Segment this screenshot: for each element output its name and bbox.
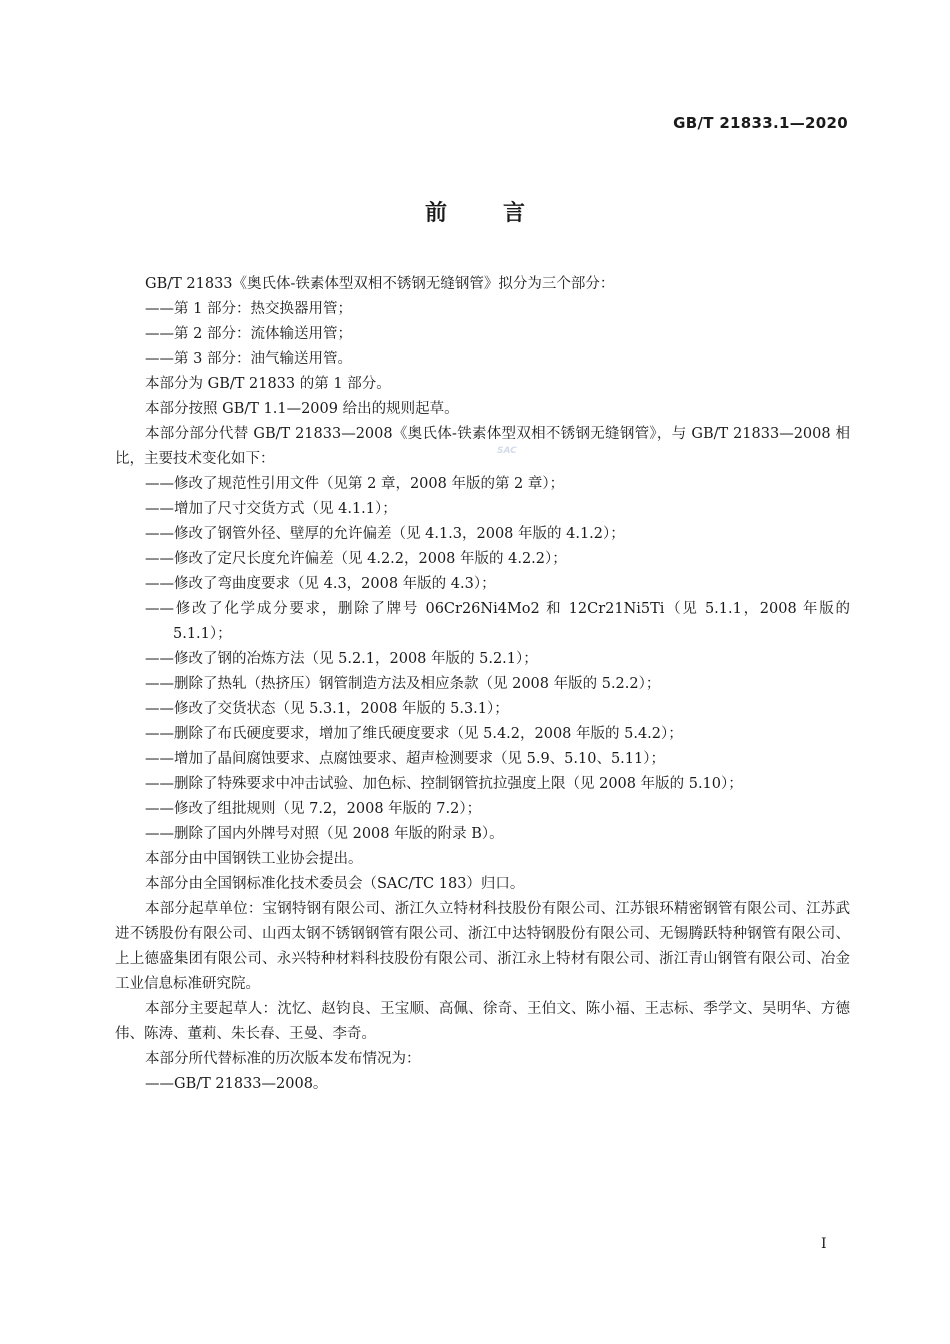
drafters-paragraph: 本部分主要起草人：沈忆、赵钧良、王宝顺、高佩、徐奇、王伯文、陈小福、王志标、季学文、吴明华、方德伟、陈涛、董莉、朱长春、王曼、李奇。 [115,1001,850,1042]
history-item: ——GB/T 21833—2008。 [145,1076,328,1092]
sac-watermark: SAC [497,446,517,456]
change-item: ——修改了弯曲度要求（见 4.3，2008 年版的 4.3）； [145,576,496,592]
change-item: ——删除了国内外牌号对照（见 2008 年版的附录 B）。 [145,826,504,842]
drafting-rules-paragraph: 本部分按照 GB/T 1.1—2009 给出的规则起草。 [145,401,459,417]
change-item: ——修改了规范性引用文件（见第 2 章，2008 年版的第 2 章）； [145,476,565,492]
intro-paragraph: GB/T 21833《奥氏体-铁素体型双相不锈钢无缝钢管》拟分为三个部分： [145,276,615,292]
change-item: ——增加了尺寸交货方式（见 4.1.1）； [145,501,397,517]
proposed-by-paragraph: 本部分由中国钢铁工业协会提出。 [145,851,363,867]
change-item: ——修改了化学成分要求，删除了牌号 06Cr26Ni4Mo2 和 12Cr21Ni5Ti（见 5.1.1，2008 年版的 5.1.1）； [145,601,850,642]
change-item: ——删除了热轧（热挤压）钢管制造方法及相应条款（见 2008 年版的 5.2.2）； [145,676,661,692]
change-item: ——修改了交货状态（见 5.3.1，2008 年版的 5.3.1）； [145,701,509,717]
part-of-paragraph: 本部分为 GB/T 21833 的第 1 部分。 [145,376,391,392]
change-item: ——增加了晶间腐蚀要求、点腐蚀要求、超声检测要求（见 5.9、5.10、5.11）； [145,751,665,767]
standard-code: GB/T 21833.1—2020 [673,114,848,132]
change-item: ——修改了钢管外径、壁厚的允许偏差（见 4.1.3，2008 年版的 4.1.2）； [145,526,625,542]
change-item: ——删除了布氏硬度要求，增加了维氏硬度要求（见 5.4.2，2008 年版的 5.4.2）； [145,726,683,742]
part-item: ——第 1 部分：热交换器用管； [145,301,352,317]
replaces-paragraph: 本部分部分代替 GB/T 21833—2008《奥氏体-铁素体型双相不锈钢无缝钢管》，与 GB/T 21833—2008 相比，主要技术变化如下： [115,426,850,467]
page-number: I [821,1236,827,1252]
change-item: ——修改了组批规则（见 7.2，2008 年版的 7.2）； [145,801,482,817]
change-item: ——删除了特殊要求中冲击试验、加色标、控制钢管抗拉强度上限（见 2008 年版的 5.10）； [145,776,743,792]
history-intro-paragraph: 本部分所代替标准的历次版本发布情况为： [145,1051,421,1067]
change-item: ——修改了定尺长度允许偏差（见 4.2.2，2008 年版的 4.2.2）； [145,551,567,567]
change-item: ——修改了钢的冶炼方法（见 5.2.1，2008 年版的 5.2.1）； [145,651,538,667]
part-item: ——第 3 部分：油气输送用管。 [145,351,352,367]
jurisdiction-paragraph: 本部分由全国钢标准化技术委员会（SAC/TC 183）归口。 [145,876,525,892]
part-item: ——第 2 部分：流体输送用管； [145,326,352,342]
foreword-body [115,272,850,1097]
page-title: 前言 [424,201,581,226]
drafting-units-paragraph: 本部分起草单位：宝钢特钢有限公司、浙江久立特材科技股份有限公司、江苏银环精密钢管有限公司、江苏武进不锈股份有限公司、山西太钢不锈钢钢管有限公司、浙江中达特钢股份有限公司、无锡腾跃特种钢管有限公司、上上德盛集团有限公司、永兴特种材料科技股份有限公司、浙江永上特材有限公司、浙江青山钢管有限公司、冶金工业信息标准研究院。 [115,901,850,992]
